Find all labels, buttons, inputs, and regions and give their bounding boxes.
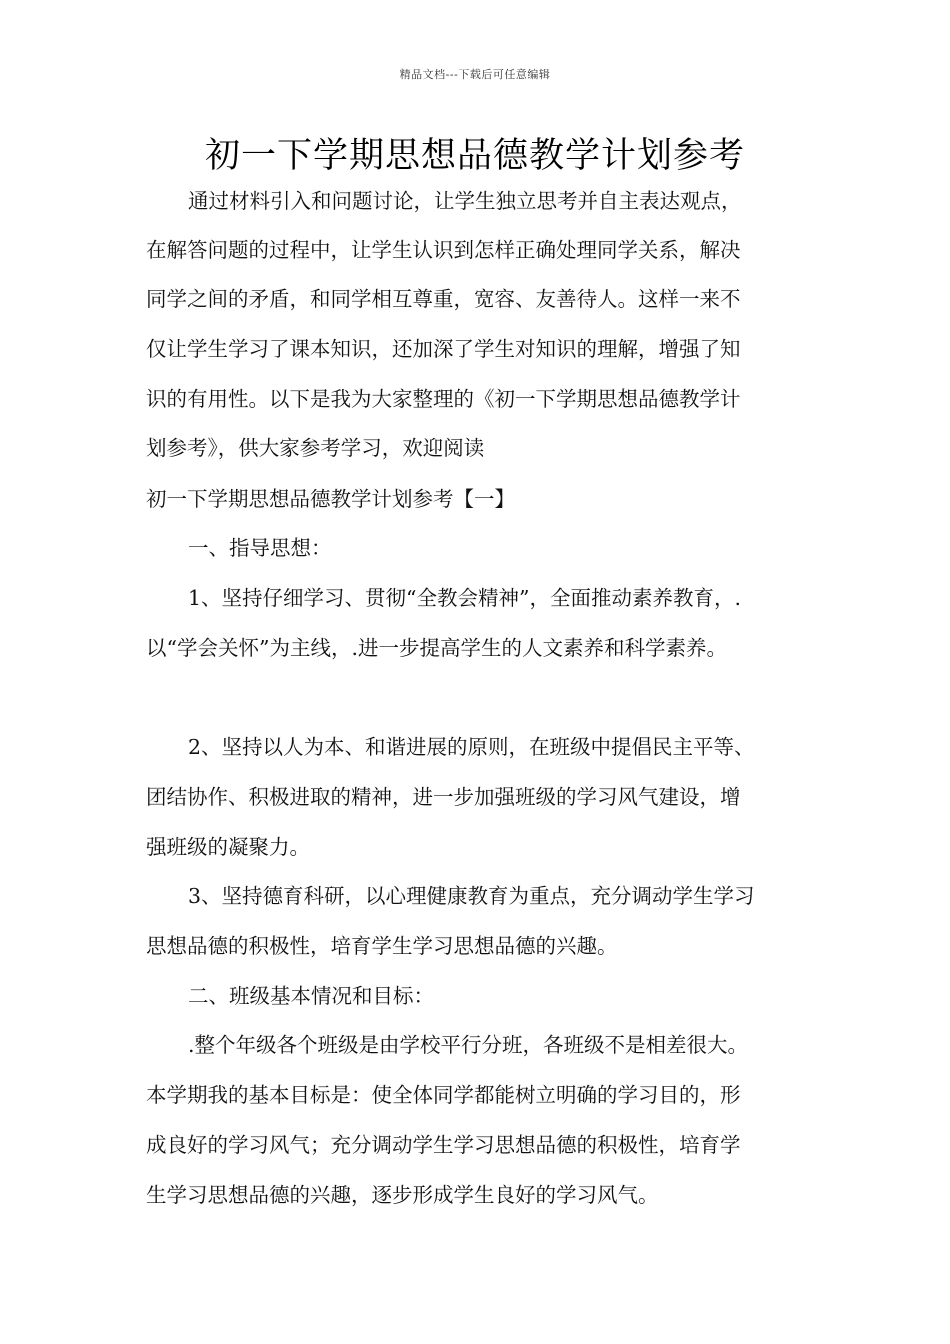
text-line: 思想品德的积极性，培育学生学习思想品德的兴趣。	[146, 934, 618, 958]
page-header: 精品文档---下载后可任意编辑	[399, 68, 551, 81]
text-line: 在解答问题的过程中，让学生认识到怎样正确处理同学关系，解决	[146, 238, 741, 262]
text-line: .整个年级各个班级是由学校平行分班，各班级不是相差很大。	[188, 1033, 749, 1057]
subsection-heading: 二、班级基本情况和目标：	[188, 984, 434, 1008]
text-line: 同学之间的矛盾，和同学相互尊重，宽容、友善待人。这样一来不	[146, 287, 741, 311]
text-line: 以“学会关怀”为主线，.进一步提高学生的人文素养和科学素养。	[146, 636, 727, 660]
text-line: 生学习思想品德的兴趣，逐步形成学生良好的学习风气。	[146, 1183, 659, 1207]
text-line: 1、坚持仔细学习、贯彻“全教会精神”，全面推动素养教育，.	[188, 586, 742, 610]
text-line: 3、坚持德育科研，以心理健康教育为重点，充分调动学生学习	[188, 884, 755, 908]
text-line: 成良好的学习风气；充分调动学生学习思想品德的积极性，培育学	[146, 1133, 741, 1157]
text-line: 仅让学生学习了课本知识，还加深了学生对知识的理解，增强了知	[146, 337, 741, 361]
text-line: 识的有用性。以下是我为大家整理的《初一下学期思想品德教学计	[146, 387, 741, 411]
text-line: 通过材料引入和问题讨论，让学生独立思考并自主表达观点，	[188, 189, 742, 213]
document-title: 初一下学期思想品德教学计划参考	[204, 136, 745, 176]
subsection-heading: 一、指导思想：	[188, 536, 332, 560]
section-heading: 初一下学期思想品德教学计划参考【一】	[146, 487, 515, 511]
text-line: 划参考》，供大家参考学习，欢迎阅读	[146, 436, 485, 460]
text-line: 本学期我的基本目标是：使全体同学都能树立明确的学习目的，形	[146, 1083, 741, 1107]
text-line: 团结协作、积极进取的精神，进一步加强班级的学习风气建设，增	[146, 785, 741, 809]
text-line: 2、坚持以人为本、和谐进展的原则，在班级中提倡民主平等、	[188, 735, 755, 759]
text-line: 强班级的凝聚力。	[146, 835, 310, 859]
